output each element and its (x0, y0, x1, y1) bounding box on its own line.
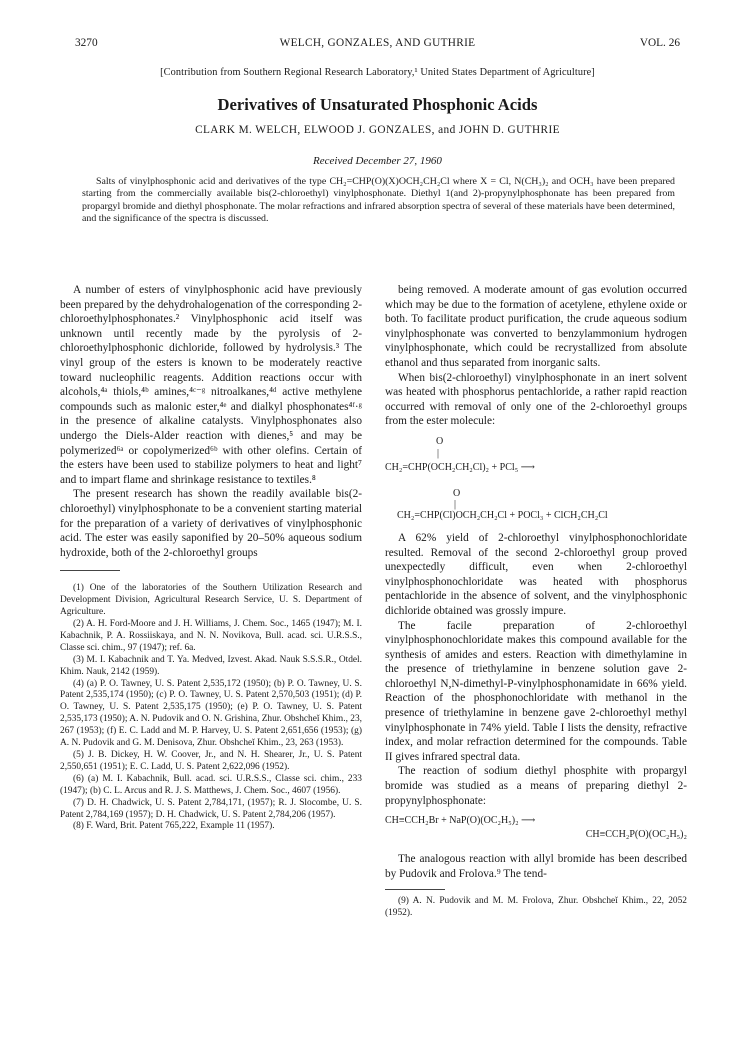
reaction-line: CH₂=CHP(OCH₂CH₂Cl)₂ + PCl₅ ⟶ (385, 461, 536, 473)
oxygen-label: O (436, 435, 444, 447)
left-column (60, 283, 362, 833)
footnote-rule (60, 570, 120, 571)
footnote: (6) (a) M. I. Kabachnik, Bull. acad. sci. U.R.S.S., Classe sci. chim., 233 (1947); (b) C. L. Arcus and R. J. S. Matthews, J. Chem. Soc., 4607 (1956). (60, 773, 362, 796)
running-header (75, 37, 680, 53)
body-paragraph: The analogous reaction with allyl bromide has been described by Pudovik and Frolova.⁹ The tend- (385, 853, 687, 880)
volume-label: VOL. 26 (639, 37, 680, 49)
body-paragraph: A number of esters of vinylphosphonic acid have previously been prepared by the dehydrohalogenation of the corresponding 2-chloroethylphosphonates.² Vinylphosphonic acid itself was unknown until recently made by the pyrolysis of 2-chloroethylphosphonic dichloride, followed by hydrolysis.³ The vinyl group of the esters is known to be moderately reactive toward nucleophilic reagents. Addition reactions occur with alcohols,⁴ᵃ thiols,⁴ᵇ amines,⁴ᶜ⁻ᵍ nitroalkanes,⁴ᵈ active methylene compounds such as malonic ester,⁴ᵉ and dialkyl phosphonates⁴ᶠ·ᵍ in the presence of alkaline catalysts. Vinylphosphonates also undergo the Diels-Alder reaction with dienes,⁵ and may be polymerized⁶ᵃ or copolymerized⁶ᵇ with other olefins. Certain of the esters have been used to stabilize polymers to heat and light⁷ and to impart flame and shrinkage resistance to textiles.⁸ (60, 284, 362, 486)
right-column (385, 283, 687, 920)
footnote: (8) F. Ward, Brit. Patent 765,222, Example 11 (1957). (73, 821, 275, 832)
abstract: Salts of vinylphosphonic acid and derivatives of the type CH₂=CHP(O)(X)OCH₂CH₂Cl where X = Cl, N(CH₃)₂ and OCH₃ have been prepared starting from the commercially available bis(2-chloroethyl) vinylphosphonate. Diethyl 1(and 2)-propynylphosphonate has been prepared from propargyl bromide and diethyl phosphonate. The molar refractions and infrared absorption spectra of several of these materials have been determined, and the significance of the spectra is discussed. (82, 176, 675, 225)
footnote-rule (385, 889, 445, 890)
running-head: WELCH, GONZALES, AND GUTHRIE (279, 37, 476, 49)
footnote: (7) D. H. Chadwick, U. S. Patent 2,784,171, (1957); R. J. Slocombe, U. S. Patent 2,784,169 (1957); D. H. Chadwick, U. S. Patent 2,784,206 (1957). (60, 797, 362, 820)
reaction-product: CH≡CCH₂P(O)(OC₂H₅)₂ (585, 829, 687, 841)
author-list: CLARK M. WELCH, ELWOOD J. GONZALES, and JOHN D. GUTHRIE (195, 124, 560, 136)
footnote: (5) J. B. Dickey, H. W. Coover, Jr., and N. H. Shearer, Jr., U. S. Patent 2,550,651 (1951); E. C. Ladd, U. S. Patent 2,622,096 (1952). (60, 749, 362, 772)
page-number: 3270 (75, 37, 98, 49)
reaction-line: CH₂=CHP(Cl)OCH₂CH₂Cl + POCl₃ + ClCH₂CH₂Cl (397, 509, 608, 521)
body-paragraph: When bis(2-chloroethyl) vinylphosphonate in an inert solvent was heated with phosphorus pentachloride, a rather rapid reaction occurred with removal of only one of the 2-chloroethyl groups from the ester molecule: (385, 371, 687, 428)
body-paragraph: The facile preparation of 2-chloroethyl vinylphosphonochloridate makes this compound available for the synthesis of amides and esters. Reaction with dimethylamine in the presence of triethylamine in benzene solution gave 2-chloroethyl N,N-dimethyl-P-vinylphosphonamidate in 66% yield. Reaction of the phosphonochloridate with methanol in the presence of triethylamine in benzene gave 2-chloroethyl methyl vinylphosphonate in 74% yield. Table I lists the density, refractive index, and molar refraction determined for the compounds. Table II gives infrared spectral data. (385, 619, 687, 763)
footnote: (9) A. N. Pudovik and M. M. Frolova, Zhur. Obshcheĭ Khim., 22, 2052 (1952). (385, 896, 687, 919)
body-paragraph: The present research has shown the readily available bis(2-chloroethyl) vinylphosphonate to be a convenient starting material for the preparation of a variety of derivatives of vinylphosphonic acid. The ester was easily saponified by 20–50% aqueous sodium hydroxide, both of the 2-chloroethyl groups (60, 488, 362, 559)
double-bond-mark: | (454, 498, 457, 510)
received-date: Received December 27, 1960 (313, 155, 442, 167)
footnote: (3) M. I. Kabachnik and T. Ya. Medved, Izvest. Akad. Nauk S.S.S.R., Otdel. Khim. Nauk, 2142 (1959). (60, 654, 362, 677)
contribution-line: [Contribution from Southern Regional Research Laboratory,¹ United States Department of Agriculture] (160, 67, 595, 78)
double-bond-mark: | (437, 447, 440, 459)
body-paragraph: being removed. A moderate amount of gas evolution occurred which may be due to the formation of acetylene, ethylene oxide or both. To facilitate product purification, the crude aqueous sodium vinylphosphonate was converted to benzylammonium hydrogen vinylphosphonate, which could be recrystallized from absolute ethanol and thus separated from inorganic salts. (385, 284, 687, 369)
footnote: (2) A. H. Ford-Moore and J. H. Williams, J. Chem. Soc., 1465 (1947); M. I. Kabachnik, P. A. Rossiiskaya, and N. N. Novikova, Bull. acad. sci. U.R.S.S., Classe sci. chim., 97 (1947); ref. 6a. (60, 619, 362, 653)
footnote: (4) (a) P. O. Tawney, U. S. Patent 2,535,172 (1950); (b) P. O. Tawney, U. S. Patent 2,535,174 (1950); (c) P. O. Tawney, U. S. Patent 2,570,503 (1951); (d) P. O. Tawney, U. S. Patent 2,535,175 (1950); (e) P. O. Tawney, U. S. Patent 2,535,173 (1950); A. N. Pudovik and O. N. Grishina, Zhur. Obshcheĭ Khim., 23, 267 (1953); (f) E. C. Ladd and M. P. Harvey, U. S. Patent 2,651,656 (1953); (g) A. N. Pudovik and G. M. Denisova, Zhur. Obshcheĭ Khim., 23, 263 (1953). (60, 678, 362, 749)
body-paragraph: The reaction of sodium diethyl phosphite with propargyl bromide was studied as a means of preparing diethyl 2-propynylphosphonate: (385, 765, 687, 807)
oxygen-label: O (453, 487, 461, 499)
reaction-line: CH≡CCH₂Br + NaP(O)(OC₂H₅)₂ ⟶ (385, 815, 536, 827)
reaction-equation-2 (385, 487, 687, 523)
body-paragraph: A 62% yield of 2-chloroethyl vinylphosphonochloridate resulted. Removal of the second 2-chloroethyl group proved unexpectedly difficult, even when 2-chloroethyl vinylphosphonochloridate was heated with phosphorus pentachloride in the absence of solvent, and the vinylphosphonic dichloride obtained was grossly impure. (385, 531, 687, 617)
article-title: Derivatives of Unsaturated Phosphonic Acids (217, 95, 538, 114)
reaction-equation-3 (385, 814, 687, 844)
footnote: (1) One of the laboratories of the Southern Utilization Research and Development Division, Agricultural Research Service, U. S. Department of Agriculture. (60, 583, 362, 618)
reaction-equation-1 (385, 435, 687, 485)
